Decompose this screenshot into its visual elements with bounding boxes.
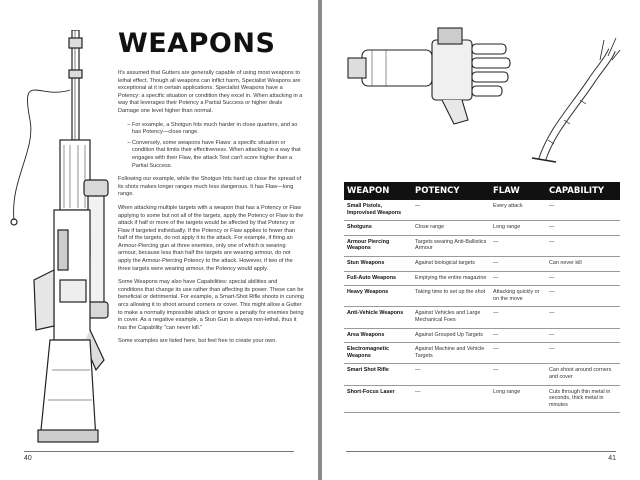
- footer-rule: [346, 451, 616, 452]
- potency-cell: Against Machine and Vehicle Targets: [412, 343, 490, 364]
- flaw-cell: Long range: [490, 385, 546, 413]
- left-page: [0, 0, 318, 480]
- potency-cell: Taking time to set up the shot: [412, 286, 490, 307]
- weapon-cell: Anti-Vehicle Weapons: [344, 307, 412, 328]
- table-row: [344, 385, 620, 413]
- page-number: 40: [24, 455, 32, 462]
- flaw-cell: —: [490, 364, 546, 385]
- potency-cell: —: [412, 200, 490, 221]
- intro-paragraph: It's assumed that Gutters are generally capable of using most weapons to lethal effect. Though all weapons can inflict harm, Specialist Weapons are exceptional at it in certain applications. Specialist Weapons have a Potency: a specific situation or condition they excel in. When attacking in a way that leverages their Potency a Partial Success or higher deals Damage one level higher than normal.: [118, 70, 303, 114]
- rifle-illustration: [0, 30, 112, 450]
- potency-cell: Close range: [412, 221, 490, 236]
- footer-rule: [24, 451, 294, 452]
- list-item: • For example, a Shotgun hits much harder in close quarters, and so has Potency—close range.: [132, 122, 304, 137]
- weapon-cell: Full-Auto Weapons: [344, 271, 412, 286]
- flaw-cell: —: [490, 256, 546, 271]
- capabilities-paragraph: Some Weapons may also have Capabilities: special abilities and conditions that change its use rather than affecting its power. These can be beneficial or detrimental. For example, a Smart-Shot Rifle shoots in curving arcs allowing it to shoot around corners or cover. This might allow a Gutter to make a normally impossible attack or ignore a penalty for enemies being in cover. As a negative example, a Stun Gun is always non-lethal, thus it has the Capability "can never kill.": [118, 279, 304, 331]
- flaw-cell: Long range: [490, 221, 546, 236]
- flaw-cell: Attacking quickly or on the move: [490, 286, 546, 307]
- flaw-cell: —: [490, 307, 546, 328]
- header-capability: CAPABILITY: [546, 182, 620, 200]
- capability-cell: —: [546, 235, 620, 256]
- capability-cell: —: [546, 221, 620, 236]
- capability-cell: —: [546, 200, 620, 221]
- weapon-cell: Short-Focus Laser: [344, 385, 412, 413]
- header-weapon: WEAPON: [344, 182, 412, 200]
- capability-cell: —: [546, 286, 620, 307]
- potency-cell: Against Vehicles and Large Mechanical Foes: [412, 307, 490, 328]
- multiple-targets-paragraph: When attacking multiple targets with a weapon that has a Potency or Flaw applying to some but not all of the targets, apply the Potency or Flaw to the attack if half or more of the targets would be affected by that Potency or Flaw if targeted individually. If the Potency or Flaw applies to fewer than half of the targets, do not apply it to the attack. For example, if firing an Armour-Piercing gun at three enemies, only one of which is wearing armour, because less than half the targets are wearing armour, do not apply the Armour-Piercing Potency to the attack. However, if two of the three targets were wearing armour, the Potency would apply.: [118, 204, 304, 272]
- potency-cell: Against Grouped Up Targets: [412, 328, 490, 343]
- weapons-table: [344, 182, 620, 413]
- page-title: WEAPONS: [118, 28, 276, 59]
- potency-cell: Emptying the entire magazine: [412, 271, 490, 286]
- weapon-cell: Stun Weapons: [344, 256, 412, 271]
- flaw-cell: Every attack: [490, 200, 546, 221]
- capability-cell: —: [546, 307, 620, 328]
- weapon-cell: Small Pistols, Improvised Weapons: [344, 200, 412, 221]
- example-list: [118, 122, 304, 171]
- capability-cell: —: [546, 343, 620, 364]
- closing-paragraph: Some examples are listed here, but feel free to create your own.: [118, 338, 277, 345]
- weapons-body-text: [118, 70, 304, 352]
- table-row: [344, 256, 620, 271]
- weapon-cell: Shotguns: [344, 221, 412, 236]
- flaw-cell: —: [490, 271, 546, 286]
- table-row: [344, 235, 620, 256]
- table-row: [344, 364, 620, 385]
- flaw-example-paragraph: Following our example, while the Shotgun hits hard up close the spread of its shots makes longer ranges much less dangerous. It has Flaw—long range.: [118, 176, 302, 198]
- table-row: [344, 271, 620, 286]
- flaw-cell: —: [490, 235, 546, 256]
- capability-cell: Can shoot around corners and cover: [546, 364, 620, 385]
- capability-cell: —: [546, 328, 620, 343]
- header-potency: POTENCY: [412, 182, 490, 200]
- weapon-cell: Smart Shot Rifle: [344, 364, 412, 385]
- potency-cell: Targets wearing Anti-Ballistics Armour: [412, 235, 490, 256]
- potency-cell: Against biological targets: [412, 256, 490, 271]
- list-item: • Conversely, some weapons have Flaws: a specific situation or condition that limits their effectiveness. When attacking in a way that engages with their Flaw, the attack Test can't score higher than a Partial Success.: [132, 140, 304, 170]
- table-row: [344, 221, 620, 236]
- table-row: [344, 286, 620, 307]
- capability-cell: Can never kill: [546, 256, 620, 271]
- table-row: [344, 343, 620, 364]
- potency-cell: —: [412, 385, 490, 413]
- table-row: [344, 328, 620, 343]
- table-header-row: [344, 182, 620, 200]
- weapon-cell: Armour Piercing Weapons: [344, 235, 412, 256]
- cyber-arm-illustration: [342, 20, 622, 170]
- weapon-cell: Heavy Weapons: [344, 286, 412, 307]
- right-page: [322, 0, 640, 480]
- flaw-cell: —: [490, 328, 546, 343]
- header-flaw: FLAW: [490, 182, 546, 200]
- weapon-cell: Area Weapons: [344, 328, 412, 343]
- page-number: 41: [608, 455, 616, 462]
- table-row: [344, 200, 620, 221]
- flaw-cell: —: [490, 343, 546, 364]
- table-row: [344, 307, 620, 328]
- capability-cell: —: [546, 271, 620, 286]
- potency-cell: —: [412, 364, 490, 385]
- capability-cell: Cuts through thin metal in seconds, thick metal in minutes: [546, 385, 620, 413]
- weapon-cell: Electromagnetic Weapons: [344, 343, 412, 364]
